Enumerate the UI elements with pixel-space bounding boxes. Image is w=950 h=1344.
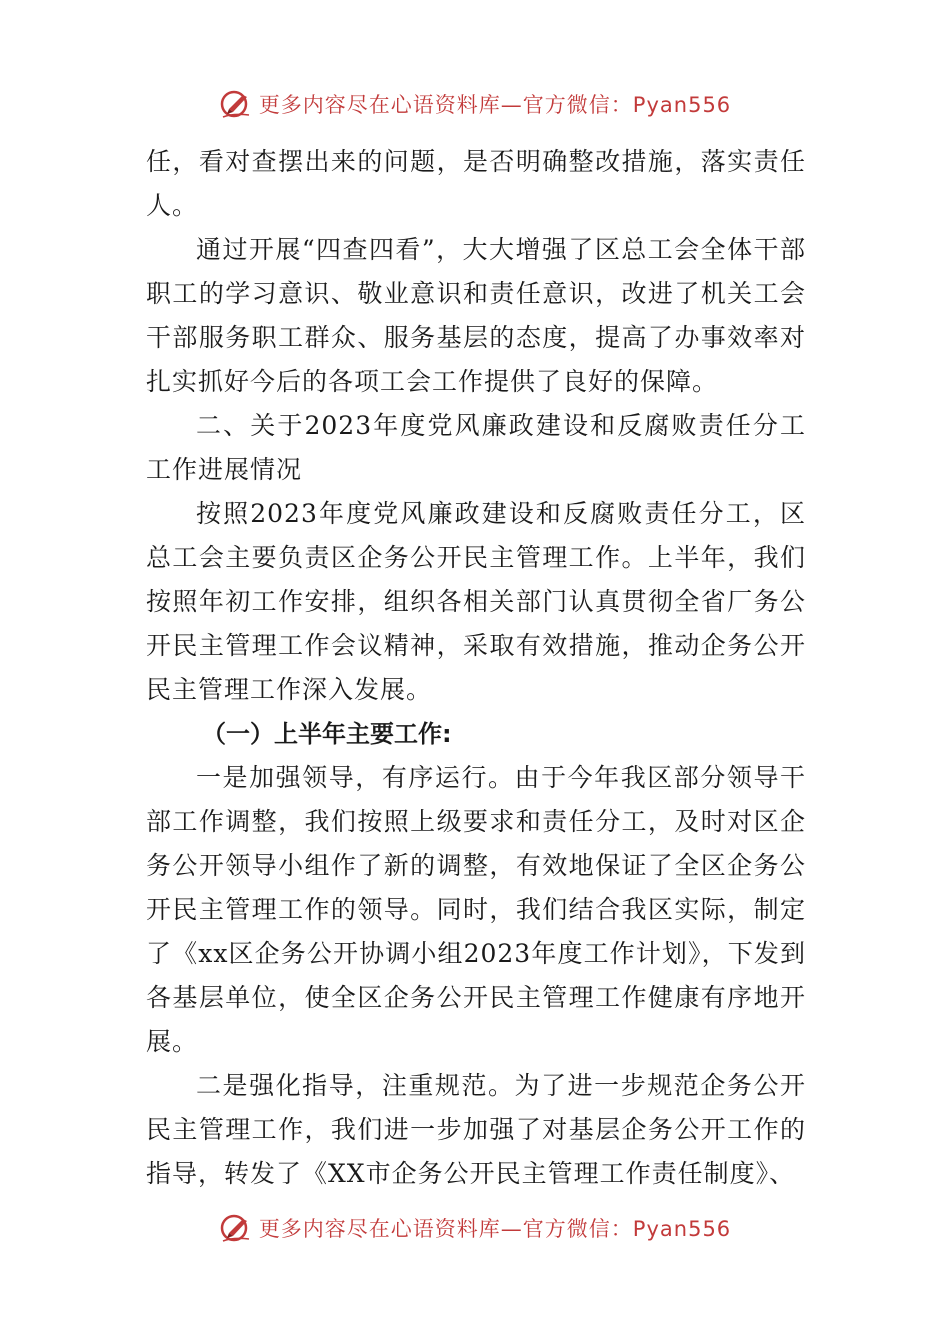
paragraph: 一是加强领导，有序运行。由于今年我区部分领导干部工作调整，我们按照上级要求和责任分工，及时对区企务公开领导小组作了新的调整，有效地保证了全区企务公开民主管理工作的领导。同时，我们结合我区实际，制定了《xx区企务公开协调小组2023年度工作计划》，下发到各基层单位，使全区企务公开民主管理工作健康有序地开展。 <box>146 763 806 1056</box>
document-body <box>146 140 806 1196</box>
paragraph: 二是强化指导，注重规范。为了进一步规范企务公开民主管理工作，我们进一步加强了对基层企务公开工作的指导，转发了《XX市企务公开民主管理工作责任制度》、 <box>146 1071 806 1188</box>
paragraph: 按照2023年度党风廉政建设和反腐败责任分工，区总工会主要负责区企务公开民主管理工作。上半年，我们按照年初工作安排，组织各相关部门认真贯彻全省厂务公开民主管理工作会议精神，采取有效措施，推动企务公开民主管理工作深入发展。 <box>146 499 806 704</box>
paragraph: 任，看对查摆出来的问题，是否明确整改措施，落实责任人。 <box>146 147 806 220</box>
subsection-heading: （一）上半年主要工作: <box>202 720 452 748</box>
section-title: 二、关于2023年度党风廉政建设和反腐败责任分工工作进展情况 <box>146 411 806 484</box>
pen-logo-icon <box>219 87 253 121</box>
paragraph: 通过开展“四查四看”，大大增强了区总工会全体干部职工的学习意识、敬业意识和责任意识，改进了机关工会干部服务职工群众、服务基层的态度，提高了办事效率对扎实抓好今后的各项工会工作提供了良好的保障。 <box>146 235 806 396</box>
banner-text: 更多内容尽在心语资料库—官方微信：Pyan556 <box>258 93 732 117</box>
banner-text: 更多内容尽在心语资料库—官方微信：Pyan556 <box>258 1217 732 1241</box>
header-banner <box>0 84 950 124</box>
footer-banner <box>0 1208 950 1248</box>
pen-logo-icon <box>219 1211 253 1245</box>
